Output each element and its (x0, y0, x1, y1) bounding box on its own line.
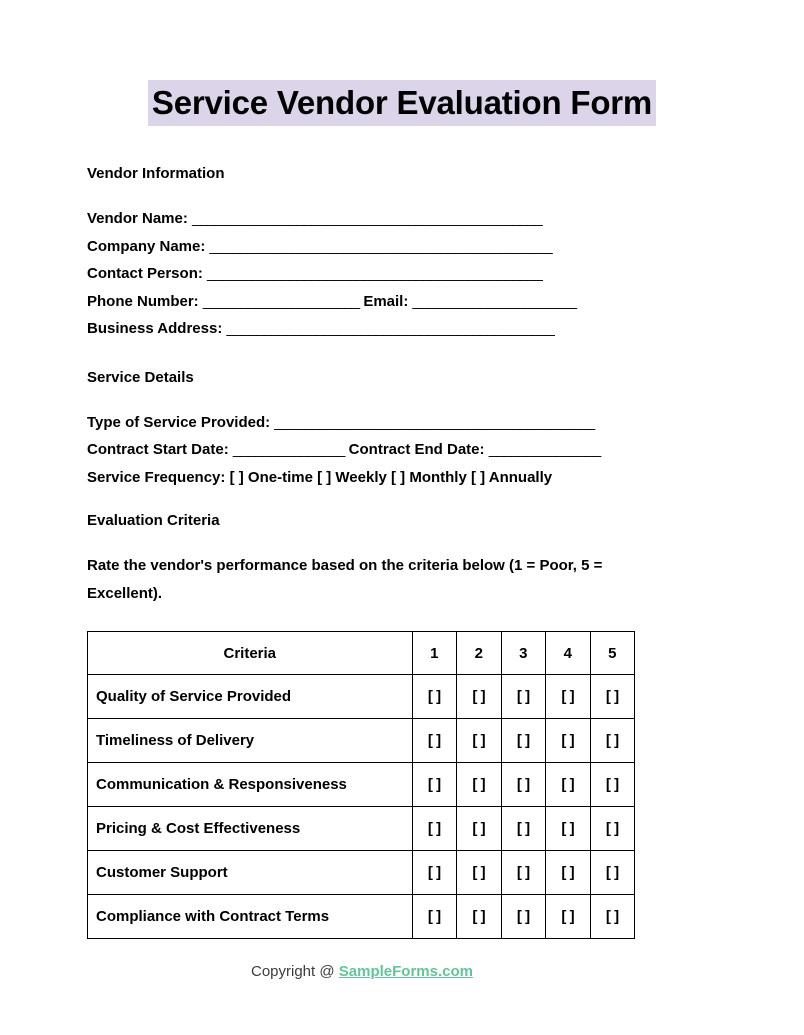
rating-checkbox-2[interactable]: [ ] (457, 719, 502, 763)
rating-checkbox-5[interactable]: [ ] (590, 675, 635, 719)
copyright-text: Copyright @ (251, 963, 339, 980)
criteria-label: Communication & Responsiveness (88, 763, 413, 807)
criteria-label: Pricing & Cost Effectiveness (88, 807, 413, 851)
column-header-score-4: 4 (546, 632, 591, 675)
field-label-type-of-service: Type of Service Provided: (87, 413, 271, 431)
field-rule-company-name[interactable]: ______________________________________________ (209, 237, 552, 255)
rating-checkbox-2[interactable]: [ ] (457, 851, 502, 895)
rating-checkbox-1[interactable]: [ ] (412, 675, 457, 719)
field-rule-contract-end-date[interactable]: _______________ (488, 441, 601, 458)
field-contact-person (87, 260, 727, 288)
field-label-email: Email: (363, 292, 409, 310)
column-header-score-2: 2 (457, 632, 502, 675)
rating-checkbox-5[interactable]: [ ] (590, 807, 635, 851)
rating-checkbox-2[interactable]: [ ] (457, 763, 502, 807)
column-header-score-3: 3 (501, 632, 546, 675)
section-heading-evaluation-criteria: Evaluation Criteria (87, 512, 220, 529)
rating-checkbox-3[interactable]: [ ] (501, 851, 546, 895)
rating-checkbox-1[interactable]: [ ] (412, 807, 457, 851)
field-label-contract-end-date: Contract End Date: (348, 441, 485, 458)
rating-checkbox-1[interactable]: [ ] (412, 763, 457, 807)
field-business-address (87, 315, 727, 343)
criteria-label: Timeliness of Delivery (88, 719, 413, 763)
field-rule-business-address[interactable]: ____________________________________________ (226, 320, 554, 337)
field-vendor-name (87, 205, 727, 233)
rating-checkbox-2[interactable]: [ ] (457, 807, 502, 851)
rating-checkbox-3[interactable]: [ ] (501, 719, 546, 763)
document-body (87, 163, 727, 939)
title-container (0, 80, 804, 126)
rating-checkbox-5[interactable]: [ ] (590, 719, 635, 763)
criteria-label: Compliance with Contract Terms (88, 895, 413, 939)
rating-checkbox-4[interactable]: [ ] (546, 851, 591, 895)
rating-checkbox-4[interactable]: [ ] (546, 763, 591, 807)
field-rule-contract-start-date[interactable]: _______________ (232, 441, 345, 458)
table-row (88, 895, 635, 939)
field-label-phone-number: Phone Number: (87, 292, 199, 310)
criteria-label: Customer Support (88, 851, 413, 895)
spacer-after-service-details (87, 491, 727, 510)
field-rule-vendor-name[interactable]: _______________________________________________ (192, 210, 542, 227)
rating-checkbox-3[interactable]: [ ] (501, 807, 546, 851)
column-header-criteria: Criteria (88, 632, 413, 675)
table-row (88, 851, 635, 895)
footer (0, 963, 804, 980)
rating-checkbox-4[interactable]: [ ] (546, 719, 591, 763)
field-rule-email[interactable]: ______________________ (412, 292, 577, 310)
rating-checkbox-2[interactable]: [ ] (457, 895, 502, 939)
field-label-service-frequency: Service Frequency: (87, 468, 226, 486)
rating-checkbox-1[interactable]: [ ] (412, 719, 457, 763)
field-label-contract-start-date: Contract Start Date: (87, 441, 229, 458)
rating-checkbox-4[interactable]: [ ] (546, 807, 591, 851)
field-rule-contact-person[interactable]: _____________________________________________ (207, 265, 542, 282)
field-label-vendor-name: Vendor Name: (87, 210, 188, 227)
rating-checkbox-5[interactable]: [ ] (590, 763, 635, 807)
spacer-after-vendor-information (87, 343, 727, 367)
table-head (88, 632, 635, 675)
field-phone-email (87, 288, 727, 316)
rating-checkbox-5[interactable]: [ ] (590, 895, 635, 939)
column-header-score-1: 1 (412, 632, 457, 675)
criteria-label: Quality of Service Provided (88, 675, 413, 719)
page-title: Service Vendor Evaluation Form (148, 80, 656, 126)
column-header-score-5: 5 (590, 632, 635, 675)
rating-checkbox-3[interactable]: [ ] (501, 895, 546, 939)
table-row (88, 807, 635, 851)
rating-checkbox-4[interactable]: [ ] (546, 675, 591, 719)
field-contract-dates (87, 436, 727, 464)
table-body (88, 675, 635, 939)
rating-checkbox-5[interactable]: [ ] (590, 851, 635, 895)
rating-checkbox-3[interactable]: [ ] (501, 675, 546, 719)
rating-checkbox-4[interactable]: [ ] (546, 895, 591, 939)
field-rule-type-of-service[interactable]: ___________________________________________ (274, 413, 595, 431)
sampleforms-link[interactable]: SampleForms.com (338, 963, 473, 980)
table-row (88, 719, 635, 763)
field-label-company-name: Company Name: (87, 237, 206, 255)
rating-checkbox-1[interactable]: [ ] (412, 895, 457, 939)
section-heading-service-details: Service Details (87, 368, 194, 386)
rating-checkbox-1[interactable]: [ ] (412, 851, 457, 895)
field-options-service-frequency[interactable]: [ ] One-time [ ] Weekly [ ] Monthly [ ] Annually (229, 468, 553, 486)
field-rule-phone-number[interactable]: _____________________ (202, 292, 360, 310)
evaluation-rating-table (87, 631, 635, 939)
table-row (88, 675, 635, 719)
field-company-name (87, 233, 727, 261)
rating-checkbox-3[interactable]: [ ] (501, 763, 546, 807)
evaluation-instructions: Rate the vendor's performance based on the criteria below (1 = Poor, 5 = Excellent). (87, 557, 603, 602)
field-label-contact-person: Contact Person: (87, 265, 203, 282)
rating-checkbox-2[interactable]: [ ] (457, 675, 502, 719)
field-label-business-address: Business Address: (87, 320, 223, 337)
table-header-row (88, 632, 635, 675)
section-heading-vendor-information: Vendor Information (87, 165, 225, 182)
field-service-frequency (87, 464, 727, 492)
field-type-of-service (87, 409, 727, 437)
table-row (88, 763, 635, 807)
